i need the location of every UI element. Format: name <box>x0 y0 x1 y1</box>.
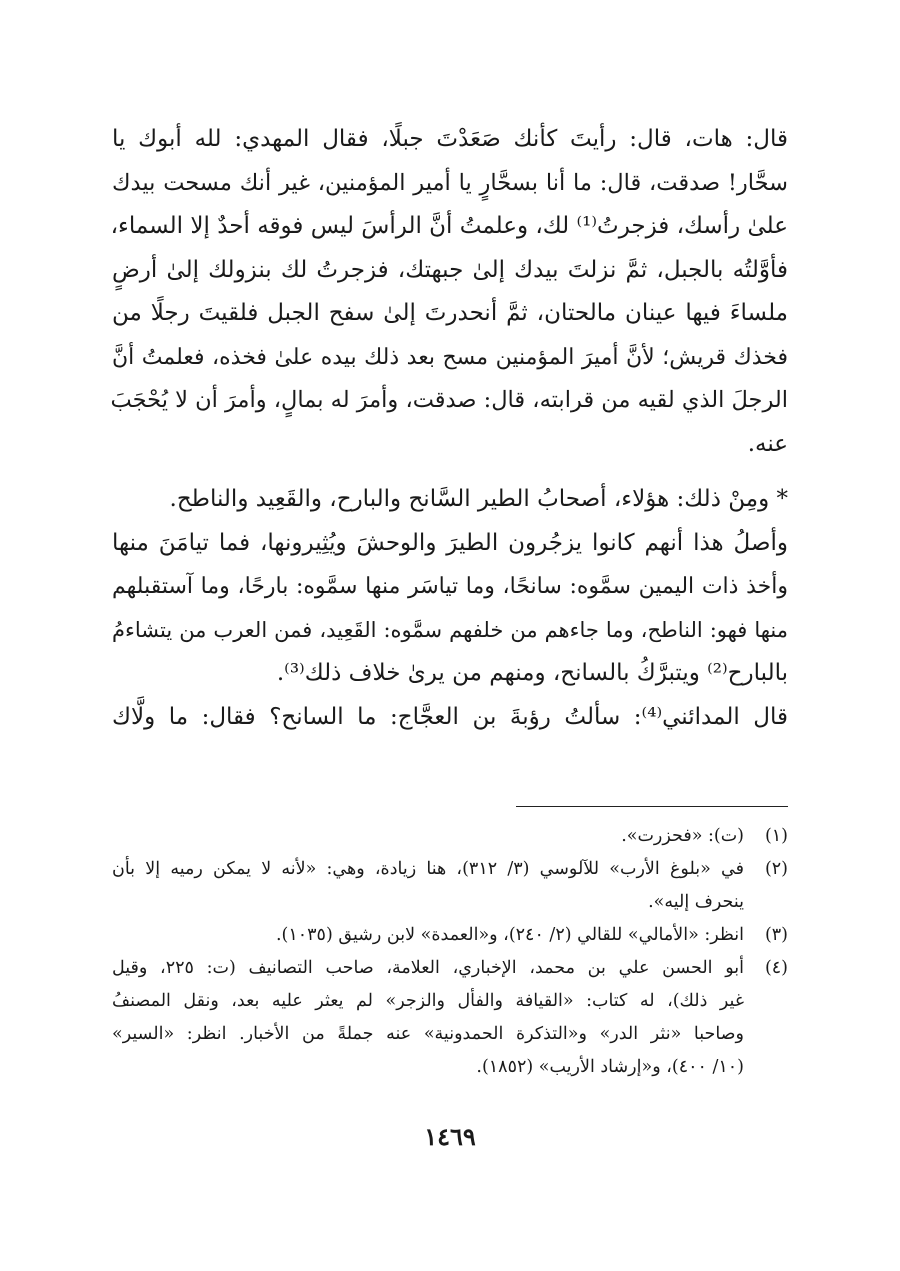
main-text <box>112 118 788 739</box>
text-line: الرجلَ الذي لقيه من قرابته، قال: صدقت، وأمرَ له بمالٍ، وأمرَ أن لا يُحْجَبَ <box>110 387 788 413</box>
footnote-line: انظر: «الأمالي» للقالي (٢/ ٢٤٠)، و«العمدة» لابن رشيق (١٠٣٥). <box>275 925 744 945</box>
text-line: قال: هات، قال: رأيتَ كأنك صَعَدْتَ جبلًا، فقال المهدي: لله أبوك يا <box>112 126 788 152</box>
text-line: وأصلُ هذا أنهم كانوا يزجُرون الطيرَ والوحشَ ويُثِيرونها، فما تيامَنَ منها <box>112 529 788 556</box>
footnote-separator <box>516 806 788 807</box>
footnote-line: أبو الحسن علي بن محمد، الإخباري، العلامة، صاحب التصانيف (ت: ٢٢٥، وقيل <box>112 958 745 978</box>
footnote-line: وصاحبا «نثر الدر» و«التذكرة الحمدونية» عنه جملةً من الأخبار. انظر: «السير» <box>112 1024 744 1044</box>
text-line: منها فهو: الناطح، وما جاءهم من خلفهم سمَّوه: القَعِيد، فمن العرب من يتشاءمُ <box>112 617 788 642</box>
footnote <box>112 820 788 853</box>
footnote-line: غير ذلك)، له كتاب: «القيافة والفأل والزجر» لم يعثر عليه بعد، ونقل المصنفُ <box>112 991 744 1011</box>
footnote <box>112 952 788 1084</box>
text-line: عنه. <box>747 430 788 457</box>
footnotes <box>112 820 788 1084</box>
footnote <box>112 853 788 919</box>
text-line: علىٰ رأسك، فزجرتُ⁽¹⁾ لك، وعلمتُ أنَّ الرأسَ ليس فوقه أحدٌ إلا السماء، <box>110 213 788 239</box>
text-line: * ومِنْ ذلك: هؤلاء، أصحابُ الطير السَّانح والبارح، والقَعِيد والناطح. <box>169 486 788 512</box>
text-line: فأوَّلتُه بالجبل، ثمَّ نزلتَ بيدك إلىٰ جبهتك، فزجرتُ لك بنزولك إلىٰ أرضٍ <box>112 256 788 283</box>
paragraph-gap <box>112 466 788 478</box>
text-line: قال المدائني⁽⁴⁾: سألتُ رؤبةَ بن العجَّاج: ما السانح؟ فقال: ما ولَّاك <box>112 703 789 730</box>
text-line: بالبارح⁽²⁾ ويتبرَّكُ بالسانح، ومنهم من يرىٰ خلاف ذلك⁽³⁾. <box>276 660 788 686</box>
text-line: فخذك قريش؛ لأنَّ أميرَ المؤمنين مسح بعد ذلك بيده علىٰ فخذه، فعلمتُ أنَّ <box>112 344 788 370</box>
text-line: ملساءَ فيها عينان مالحتان، ثمَّ أنحدرتَ إلىٰ سفح الجبل فلقيتَ رجلًا من <box>112 300 788 326</box>
footnote-line: (ت): «فحزرت». <box>621 826 744 846</box>
page-number: ١٤٦٩ <box>424 1122 476 1151</box>
text-line: سحَّار! صدقت، قال: ما أنا بسحَّارٍ يا أمير المؤمنين، غير أنك مسحت بيدك <box>112 169 788 196</box>
text-line: وأخذ ذات اليمين سمَّوه: سانحًا، وما تياسَر منها سمَّوه: بارحًا، وما آستقبلهم <box>112 574 788 599</box>
footnote-line: ينحرف إليه». <box>648 892 744 912</box>
footnote-number: (٤) <box>764 958 788 978</box>
footnote-line: في «بلوغ الأرب» للآلوسي (٣/ ٣١٢)، هنا زيادة، وهي: «لأنه لا يمكن رميه إلا بأن <box>112 859 744 879</box>
footnote-number: (٢) <box>764 859 788 879</box>
footnote-line: (١٠/ ٤٠٠)، و«إرشاد الأريب» (١٨٥٢). <box>476 1057 744 1077</box>
footnote-number: (٣) <box>764 925 788 945</box>
footnote <box>112 919 788 952</box>
footnote-number: (١) <box>764 826 788 846</box>
